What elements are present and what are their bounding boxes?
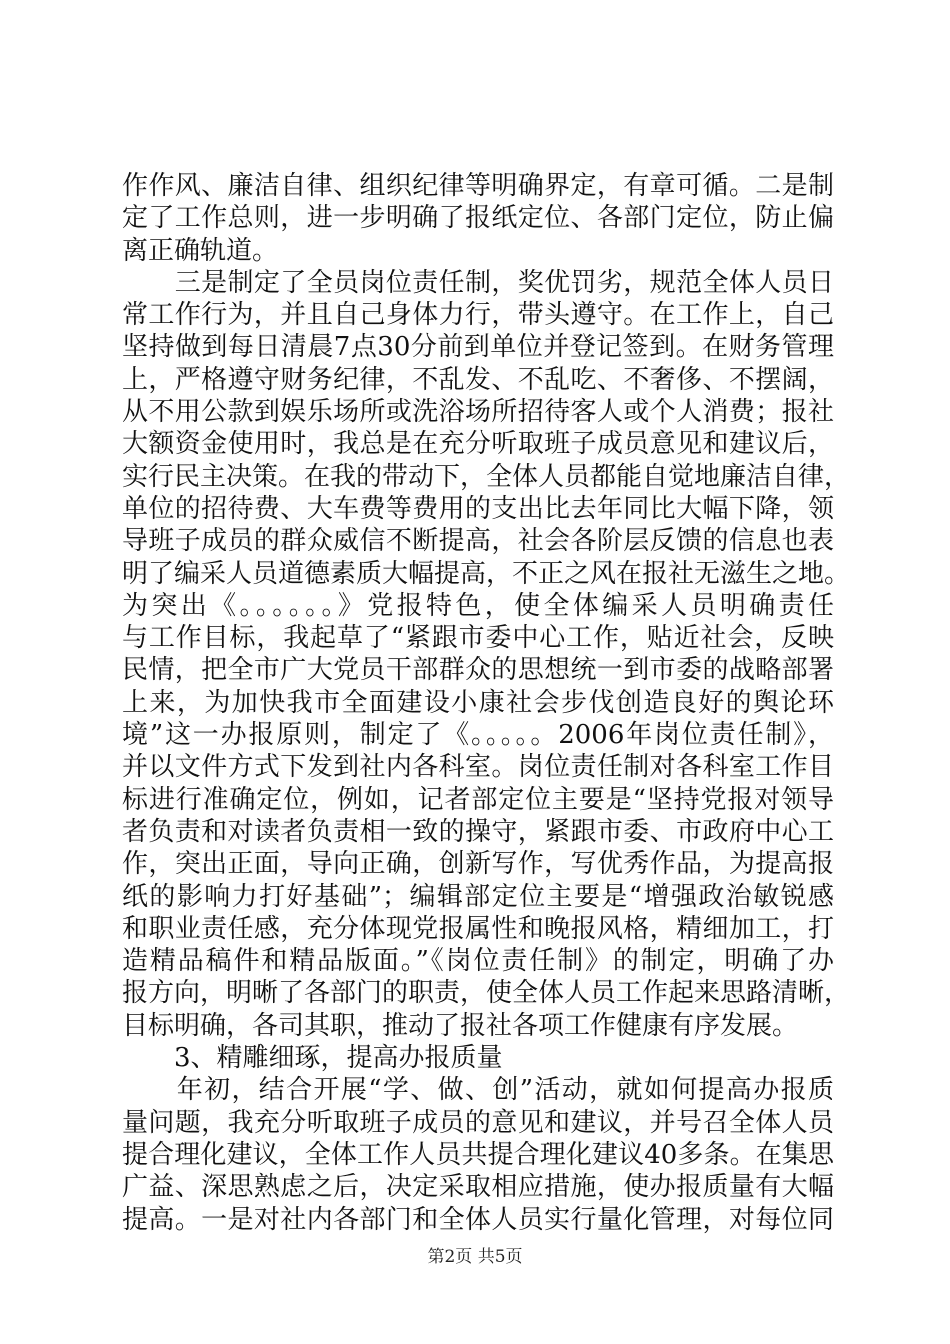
text-line: 提高。一是对社内各部门和全体人员实行量化管理，对每位同 <box>122 1204 834 1235</box>
text-line: 提合理化建议，全体工作人员共提合理化建议40多条。在集思 <box>122 1139 834 1170</box>
text-line: 纸的影响力打好基础”；编辑部定位主要是“增强政治敏锐感 <box>122 881 834 912</box>
text-line: 报方向，明晰了各部门的职责，使全体人员工作起来思路清晰， <box>122 978 851 1009</box>
text-line: 坚持做到每日清晨7点30分前到单位并登记签到。在财务管理 <box>122 332 834 363</box>
text-line: 造精品稿件和精品版面。”《岗位责任制》的制定，明确了办 <box>122 946 834 977</box>
text-line: 并以文件方式下发到社内各科室。岗位责任制对各科室工作目 <box>122 752 834 783</box>
text-line: 大额资金使用时，我总是在充分听取班子成员意见和建议后， <box>122 429 834 460</box>
text-line: 目标明确，各司其职，推动了报社各项工作健康有序发展。 <box>122 1010 799 1041</box>
text-line: 定了工作总则，进一步明确了报纸定位、各部门定位，防止偏 <box>122 203 834 234</box>
text-line: 3、精雕细琢，提高办报质量 <box>122 1043 503 1074</box>
text-line: 明了编采人员道德素质大幅提高，不正之风在报社无滋生之地。 <box>122 558 851 589</box>
text-line: 实行民主决策。在我的带动下，全体人员都能自觉地廉洁自律， <box>122 461 851 492</box>
document-body <box>122 170 851 1236</box>
text-line: 广益、深思熟虑之后，决定采取相应措施，使办报质量有大幅 <box>122 1172 834 1203</box>
text-line: 量问题，我充分听取班子成员的意见和建议，并号召全体人员 <box>122 1107 834 1138</box>
text-line: 上，严格遵守财务纪律，不乱发、不乱吃、不奢侈、不摆阔， <box>122 364 834 395</box>
text-line: 与工作目标，我起草了“紧跟市委中心工作，贴近社会，反映 <box>122 623 834 654</box>
text-line: 离正确轨道。 <box>122 235 279 266</box>
text-line: 为突出《。。。。。。》党报特色，使全体编采人员明确责任 <box>122 590 834 621</box>
text-line: 三是制定了全员岗位责任制，奖优罚劣，规范全体人员日 <box>122 267 834 298</box>
page-footer: 第2页 共5页 <box>427 1247 523 1267</box>
text-line: 者负责和对读者负责相一致的操守，紧跟市委、市政府中心工 <box>122 816 834 847</box>
text-line: 作作风、廉洁自律、组织纪律等明确界定，有章可循。二是制 <box>122 171 834 201</box>
text-line: 年初，结合开展“学、做、创”活动，就如何提高办报质 <box>122 1075 834 1106</box>
text-line: 境”这一办报原则，制定了《。。。。。2006年岗位责任制》， <box>122 720 834 751</box>
text-line: 和职业责任感，充分体现党报属性和晚报风格，精细加工，打 <box>122 913 834 944</box>
text-line: 从不用公款到娱乐场所或洗浴场所招待客人或个人消费；报社 <box>122 397 834 428</box>
text-line: 标进行准确定位，例如，记者部定位主要是“坚持党报对领导 <box>122 784 834 815</box>
text-line: 常工作行为，并且自己身体力行，带头遵守。在工作上，自己 <box>122 300 834 331</box>
text-line: 作，突出正面，导向正确，创新写作，写优秀作品，为提高报 <box>122 849 834 880</box>
text-line: 导班子成员的群众威信不断提高，社会各阶层反馈的信息也表 <box>122 526 834 557</box>
text-line: 民情，把全市广大党员干部群众的思想统一到市委的战略部署 <box>122 655 834 686</box>
text-line: 单位的招待费、大车费等费用的支出比去年同比大幅下降，领 <box>122 493 834 524</box>
text-line: 上来，为加快我市全面建设小康社会步伐创造良好的舆论环 <box>122 687 834 718</box>
